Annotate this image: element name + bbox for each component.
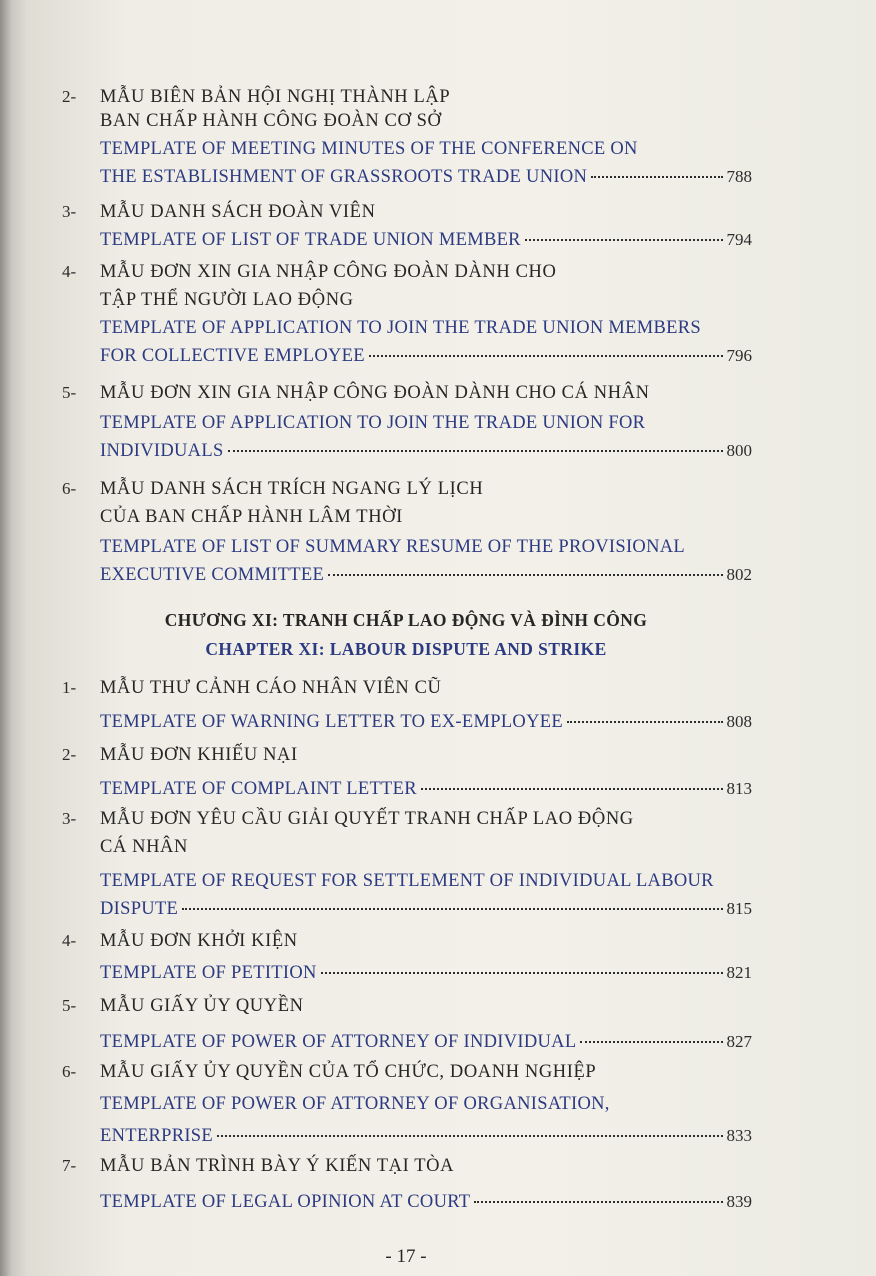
entry-title-vietnamese: MẪU ĐƠN XIN GIA NHẬP CÔNG ĐOÀN DÀNH CHO (100, 262, 557, 282)
entry-title-english: EXECUTIVE COMMITTEE (100, 565, 325, 585)
dot-leader (525, 239, 723, 241)
entry-title-vietnamese: MẪU ĐƠN KHỞI KIỆN (100, 931, 298, 951)
entry-leader-line (100, 1031, 752, 1053)
entry-title-english: TEMPLATE OF COMPLAINT LETTER (100, 779, 417, 799)
entry-leader-line (100, 1125, 752, 1147)
entry-title-vietnamese: MẪU THƯ CẢNH CÁO NHÂN VIÊN CŨ (100, 678, 442, 698)
entry-title-vietnamese: MẪU BẢN TRÌNH BÀY Ý KIẾN TẠI TÒA (100, 1156, 455, 1176)
entry-title-vietnamese: BAN CHẤP HÀNH CÔNG ĐOÀN CƠ SỞ (100, 111, 442, 131)
entry-number: 4- (62, 931, 77, 950)
entry-title-english: TEMPLATE OF REQUEST FOR SETTLEMENT OF INDIVIDUAL LABOUR (100, 871, 714, 891)
dot-leader (580, 1041, 722, 1043)
entry-title-english: TEMPLATE OF LIST OF SUMMARY RESUME OF THE PROVISIONAL (100, 537, 686, 557)
page-number: - 17 - (385, 1246, 427, 1267)
entry-number: 6- (62, 1062, 77, 1081)
entry-title-english: TEMPLATE OF MEETING MINUTES OF THE CONFERENCE ON (100, 139, 638, 159)
entry-title-vietnamese: MẪU ĐƠN YÊU CẦU GIẢI QUYẾT TRANH CHẤP LAO ĐỘNG (100, 809, 634, 829)
dot-leader (182, 908, 722, 910)
entry-title-vietnamese: MẪU ĐƠN XIN GIA NHẬP CÔNG ĐOÀN DÀNH CHO CÁ NHÂN (100, 383, 650, 403)
entry-title-english: TEMPLATE OF APPLICATION TO JOIN THE TRADE UNION MEMBERS (100, 318, 702, 338)
entry-number: 2- (62, 745, 77, 764)
entry-page-number: 813 (726, 779, 752, 798)
entry-page-number: 808 (726, 712, 752, 731)
entry-title-english: ENTERPRISE (100, 1126, 213, 1146)
entry-title-vietnamese: MẪU DANH SÁCH TRÍCH NGANG LÝ LỊCH (100, 479, 484, 499)
entry-leader-line (100, 898, 752, 920)
chapter-title-vietnamese: CHƯƠNG XI: TRANH CHẤP LAO ĐỘNG VÀ ĐÌNH CÔNG (164, 610, 648, 630)
entry-title-english: THE ESTABLISHMENT OF GRASSROOTS TRADE UNION (100, 167, 588, 187)
entry-number: 5- (62, 383, 77, 402)
entry-title-english: INDIVIDUALS (100, 441, 224, 461)
entry-number: 2- (62, 87, 77, 106)
dot-leader (369, 355, 723, 357)
entry-page-number: 821 (726, 963, 752, 982)
dot-leader (321, 972, 723, 974)
dot-leader (421, 788, 723, 790)
entry-leader-line (100, 778, 752, 800)
dot-leader (567, 721, 723, 723)
entry-page-number: 839 (726, 1192, 752, 1211)
entry-number: 3- (62, 809, 77, 828)
entry-page-number: 802 (726, 565, 752, 584)
entry-title-vietnamese: CÁ NHÂN (100, 837, 188, 857)
entry-number: 4- (62, 262, 77, 281)
entry-title-english: TEMPLATE OF POWER OF ATTORNEY OF ORGANISATION, (100, 1094, 610, 1114)
entry-page-number: 794 (726, 230, 752, 249)
entry-page-number: 788 (726, 167, 752, 186)
entry-title-vietnamese: MẪU BIÊN BẢN HỘI NGHỊ THÀNH LẬP (100, 87, 451, 107)
dot-leader (228, 450, 723, 452)
entry-number: 1- (62, 678, 77, 697)
entry-leader-line (100, 166, 752, 188)
entry-leader-line (100, 564, 752, 586)
entry-page-number: 827 (726, 1032, 752, 1051)
entry-title-vietnamese: TẬP THỂ NGƯỜI LAO ĐỘNG (100, 290, 354, 310)
entry-page-number: 815 (726, 899, 752, 918)
book-page-edge (0, 0, 26, 1276)
dot-leader (591, 176, 722, 178)
entry-page-number: 796 (726, 346, 752, 365)
entry-title-english: TEMPLATE OF POWER OF ATTORNEY OF INDIVIDUAL (100, 1032, 577, 1052)
entry-title-english: TEMPLATE OF LEGAL OPINION AT COURT (100, 1192, 471, 1212)
entry-leader-line (100, 1191, 752, 1213)
dot-leader (474, 1201, 722, 1203)
entry-number: 5- (62, 996, 77, 1015)
dot-leader (328, 574, 722, 576)
entry-page-number: 833 (726, 1126, 752, 1145)
entry-leader-line (100, 229, 752, 251)
entry-title-vietnamese: MẪU GIẤY ỦY QUYỀN CỦA TỔ CHỨC, DOANH NGHIỆP (100, 1062, 597, 1082)
entry-number: 3- (62, 202, 77, 221)
entry-leader-line (100, 440, 752, 462)
entry-title-english: TEMPLATE OF APPLICATION TO JOIN THE TRADE UNION FOR (100, 413, 646, 433)
entry-title-english: TEMPLATE OF LIST OF TRADE UNION MEMBER (100, 230, 521, 250)
dot-leader (217, 1135, 723, 1137)
entry-number: 7- (62, 1156, 77, 1175)
entry-title-english: TEMPLATE OF WARNING LETTER TO EX-EMPLOYEE (100, 712, 563, 732)
entry-number: 6- (62, 479, 77, 498)
book-page (26, 0, 876, 1276)
entry-title-vietnamese: MẪU GIẤY ỦY QUYỀN (100, 996, 304, 1016)
entry-leader-line (100, 711, 752, 733)
entry-title-vietnamese: MẪU ĐƠN KHIẾU NẠI (100, 745, 298, 765)
entry-leader-line (100, 345, 752, 367)
entry-title-english: TEMPLATE OF PETITION (100, 963, 317, 983)
entry-leader-line (100, 962, 752, 984)
entry-title-vietnamese: CỦA BAN CHẤP HÀNH LÂM THỜI (100, 507, 403, 527)
entry-title-english: FOR COLLECTIVE EMPLOYEE (100, 346, 365, 366)
entry-title-english: DISPUTE (100, 899, 179, 919)
entry-page-number: 800 (726, 441, 752, 460)
chapter-title-english: CHAPTER XI: LABOUR DISPUTE AND STRIKE (205, 639, 607, 659)
entry-title-vietnamese: MẪU DANH SÁCH ĐOÀN VIÊN (100, 202, 376, 222)
